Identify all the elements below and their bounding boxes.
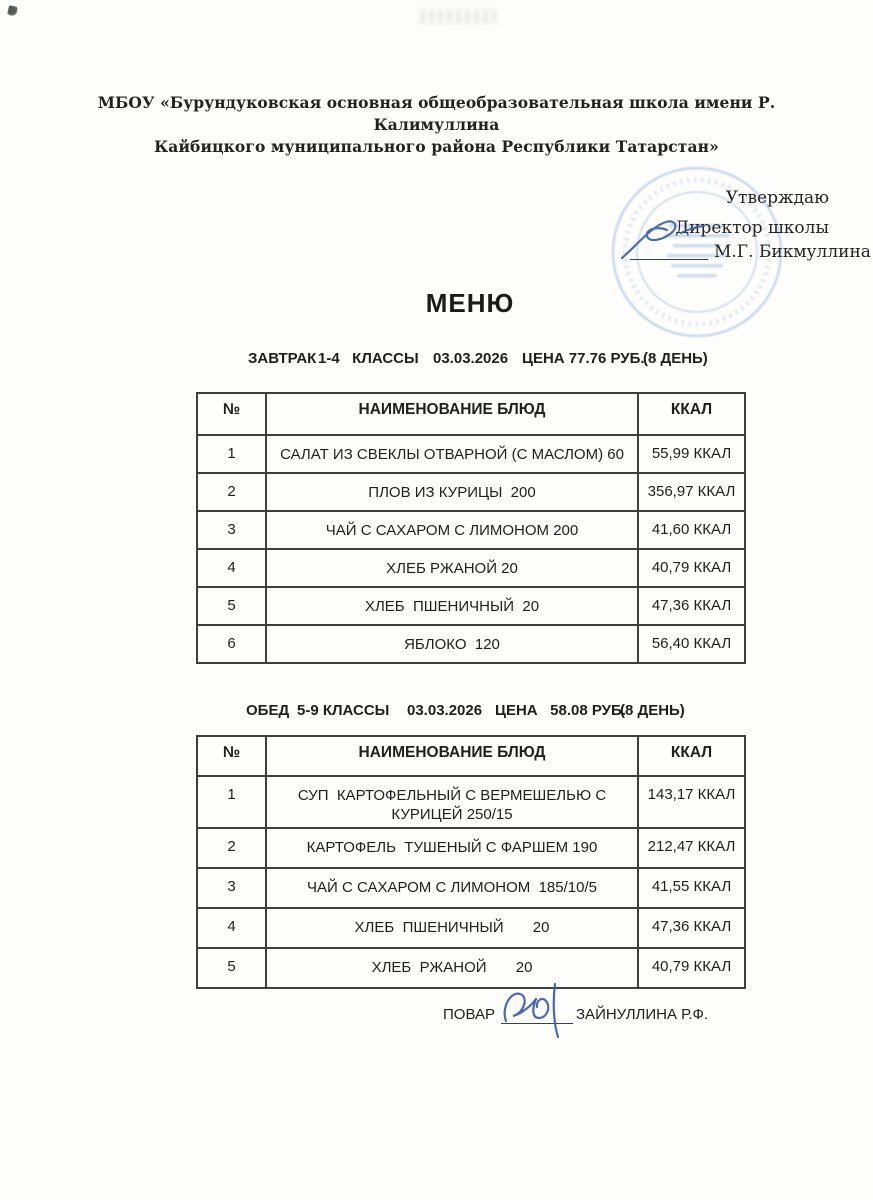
row-number: 4 xyxy=(197,549,266,587)
school-name-header xyxy=(40,92,833,158)
table-row xyxy=(197,435,745,473)
dish-kcal: 41,55 ККАЛ xyxy=(638,868,745,908)
school-name-line2: Кайбицкого муниципального района Республики Татарстан» xyxy=(154,137,719,156)
dish-kcal: 55,99 ККАЛ xyxy=(638,435,745,473)
dish-name: САЛАТ ИЗ СВЕКЛЫ ОТВАРНОЙ (С МАСЛОМ) 60 xyxy=(266,435,638,473)
col-header-kcal: ККАЛ xyxy=(638,393,745,435)
breakfast-header-line xyxy=(196,350,744,370)
dish-kcal: 40,79 ККАЛ xyxy=(638,549,745,587)
table-row xyxy=(197,587,745,625)
table-row xyxy=(197,828,745,868)
col-header-kcal: ККАЛ xyxy=(638,736,745,776)
row-number: 5 xyxy=(197,948,266,988)
breakfast-date: 03.03.2026 xyxy=(433,350,509,367)
dish-kcal: 41,60 ККАЛ xyxy=(638,511,745,549)
table-row xyxy=(197,908,745,948)
dish-kcal: 143,17 ККАЛ xyxy=(638,776,745,828)
director-name: М.Г. Бикмуллина xyxy=(714,242,871,262)
lunch-classes-label: 5-9 КЛАССЫ xyxy=(297,702,390,719)
dish-name: ЧАЙ С САХАРОМ С ЛИМОНОМ 185/10/5 xyxy=(266,868,638,908)
dish-kcal: 40,79 ККАЛ xyxy=(638,948,745,988)
breakfast-day-number: (8 ДЕНЬ) xyxy=(643,350,708,367)
breakfast-meal-label: ЗАВТРАК xyxy=(248,350,317,367)
table-row xyxy=(197,625,745,663)
dish-name: ЯБЛОКО 120 xyxy=(266,625,638,663)
table-row xyxy=(197,868,745,908)
breakfast-price: ЦЕНА 77.76 РУБ. xyxy=(522,350,645,367)
dish-name: ХЛЕБ РЖАНОЙ 20 xyxy=(266,549,638,587)
lunch-table xyxy=(196,735,746,989)
dish-name: ХЛЕБ РЖАНОЙ 20 xyxy=(266,948,638,988)
col-header-number: № xyxy=(197,393,266,435)
row-number: 4 xyxy=(197,908,266,948)
cook-label: ПОВАР xyxy=(443,1006,495,1023)
row-number: 3 xyxy=(197,868,266,908)
row-number: 1 xyxy=(197,776,266,828)
dish-name: ПЛОВ ИЗ КУРИЦЫ 200 xyxy=(266,473,638,511)
dish-kcal: 356,97 ККАЛ xyxy=(638,473,745,511)
row-number: 5 xyxy=(197,587,266,625)
table-row xyxy=(197,511,745,549)
col-header-dish: НАИМЕНОВАНИЕ БЛЮД xyxy=(266,736,638,776)
page-title: МЕНЮ xyxy=(425,288,515,318)
row-number: 2 xyxy=(197,828,266,868)
lunch-date: 03.03.2026 xyxy=(407,702,483,719)
col-header-number: № xyxy=(197,736,266,776)
dish-name: ХЛЕБ ПШЕНИЧНЫЙ 20 xyxy=(266,908,638,948)
table-row xyxy=(197,549,745,587)
row-number: 6 xyxy=(197,625,266,663)
dish-name: ЧАЙ С САХАРОМ С ЛИМОНОМ 200 xyxy=(266,511,638,549)
breakfast-table xyxy=(196,392,746,664)
dish-kcal: 212,47 ККАЛ xyxy=(638,828,745,868)
row-number: 2 xyxy=(197,473,266,511)
table-row xyxy=(197,776,745,828)
row-number: 3 xyxy=(197,511,266,549)
director-signature-line xyxy=(630,240,708,260)
lunch-header-line xyxy=(196,702,744,722)
cook-name: ЗАЙНУЛЛИНА Р.Ф. xyxy=(576,1006,709,1023)
scan-speck xyxy=(7,5,18,17)
col-header-dish: НАИМЕНОВАНИЕ БЛЮД xyxy=(266,393,638,435)
breakfast-classes-label: 1-4 КЛАССЫ xyxy=(318,350,419,367)
dish-kcal: 47,36 ККАЛ xyxy=(638,908,745,948)
lunch-price: ЦЕНА 58.08 РУБ. xyxy=(495,702,626,719)
table-header-row xyxy=(197,393,745,435)
row-number: 1 xyxy=(197,435,266,473)
dish-kcal: 56,40 ККАЛ xyxy=(638,625,745,663)
approve-word: Утверждаю xyxy=(725,188,829,208)
lunch-meal-label: ОБЕД xyxy=(246,702,290,719)
cook-signature-block xyxy=(0,1001,873,1031)
table-row xyxy=(197,948,745,988)
dish-name: ХЛЕБ ПШЕНИЧНЫЙ 20 xyxy=(266,587,638,625)
director-position: Директор школы xyxy=(675,218,829,238)
school-name-line1: МБОУ «Бурундуковская основная общеобразовательная школа имени Р. Калимуллина xyxy=(97,93,776,134)
lunch-day-number: (8 ДЕНЬ) xyxy=(620,702,685,719)
table-row xyxy=(197,473,745,511)
cook-signature-icon xyxy=(498,979,578,1041)
scan-smudge xyxy=(420,9,496,24)
dish-name: КАРТОФЕЛЬ ТУШЕНЫЙ С ФАРШЕМ 190 xyxy=(266,828,638,868)
dish-kcal: 47,36 ККАЛ xyxy=(638,587,745,625)
table-header-row xyxy=(197,736,745,776)
dish-name: СУП КАРТОФЕЛЬНЫЙ С ВЕРМЕШЕЛЬЮ С КУРИЦЕЙ 250/15 xyxy=(266,776,638,828)
